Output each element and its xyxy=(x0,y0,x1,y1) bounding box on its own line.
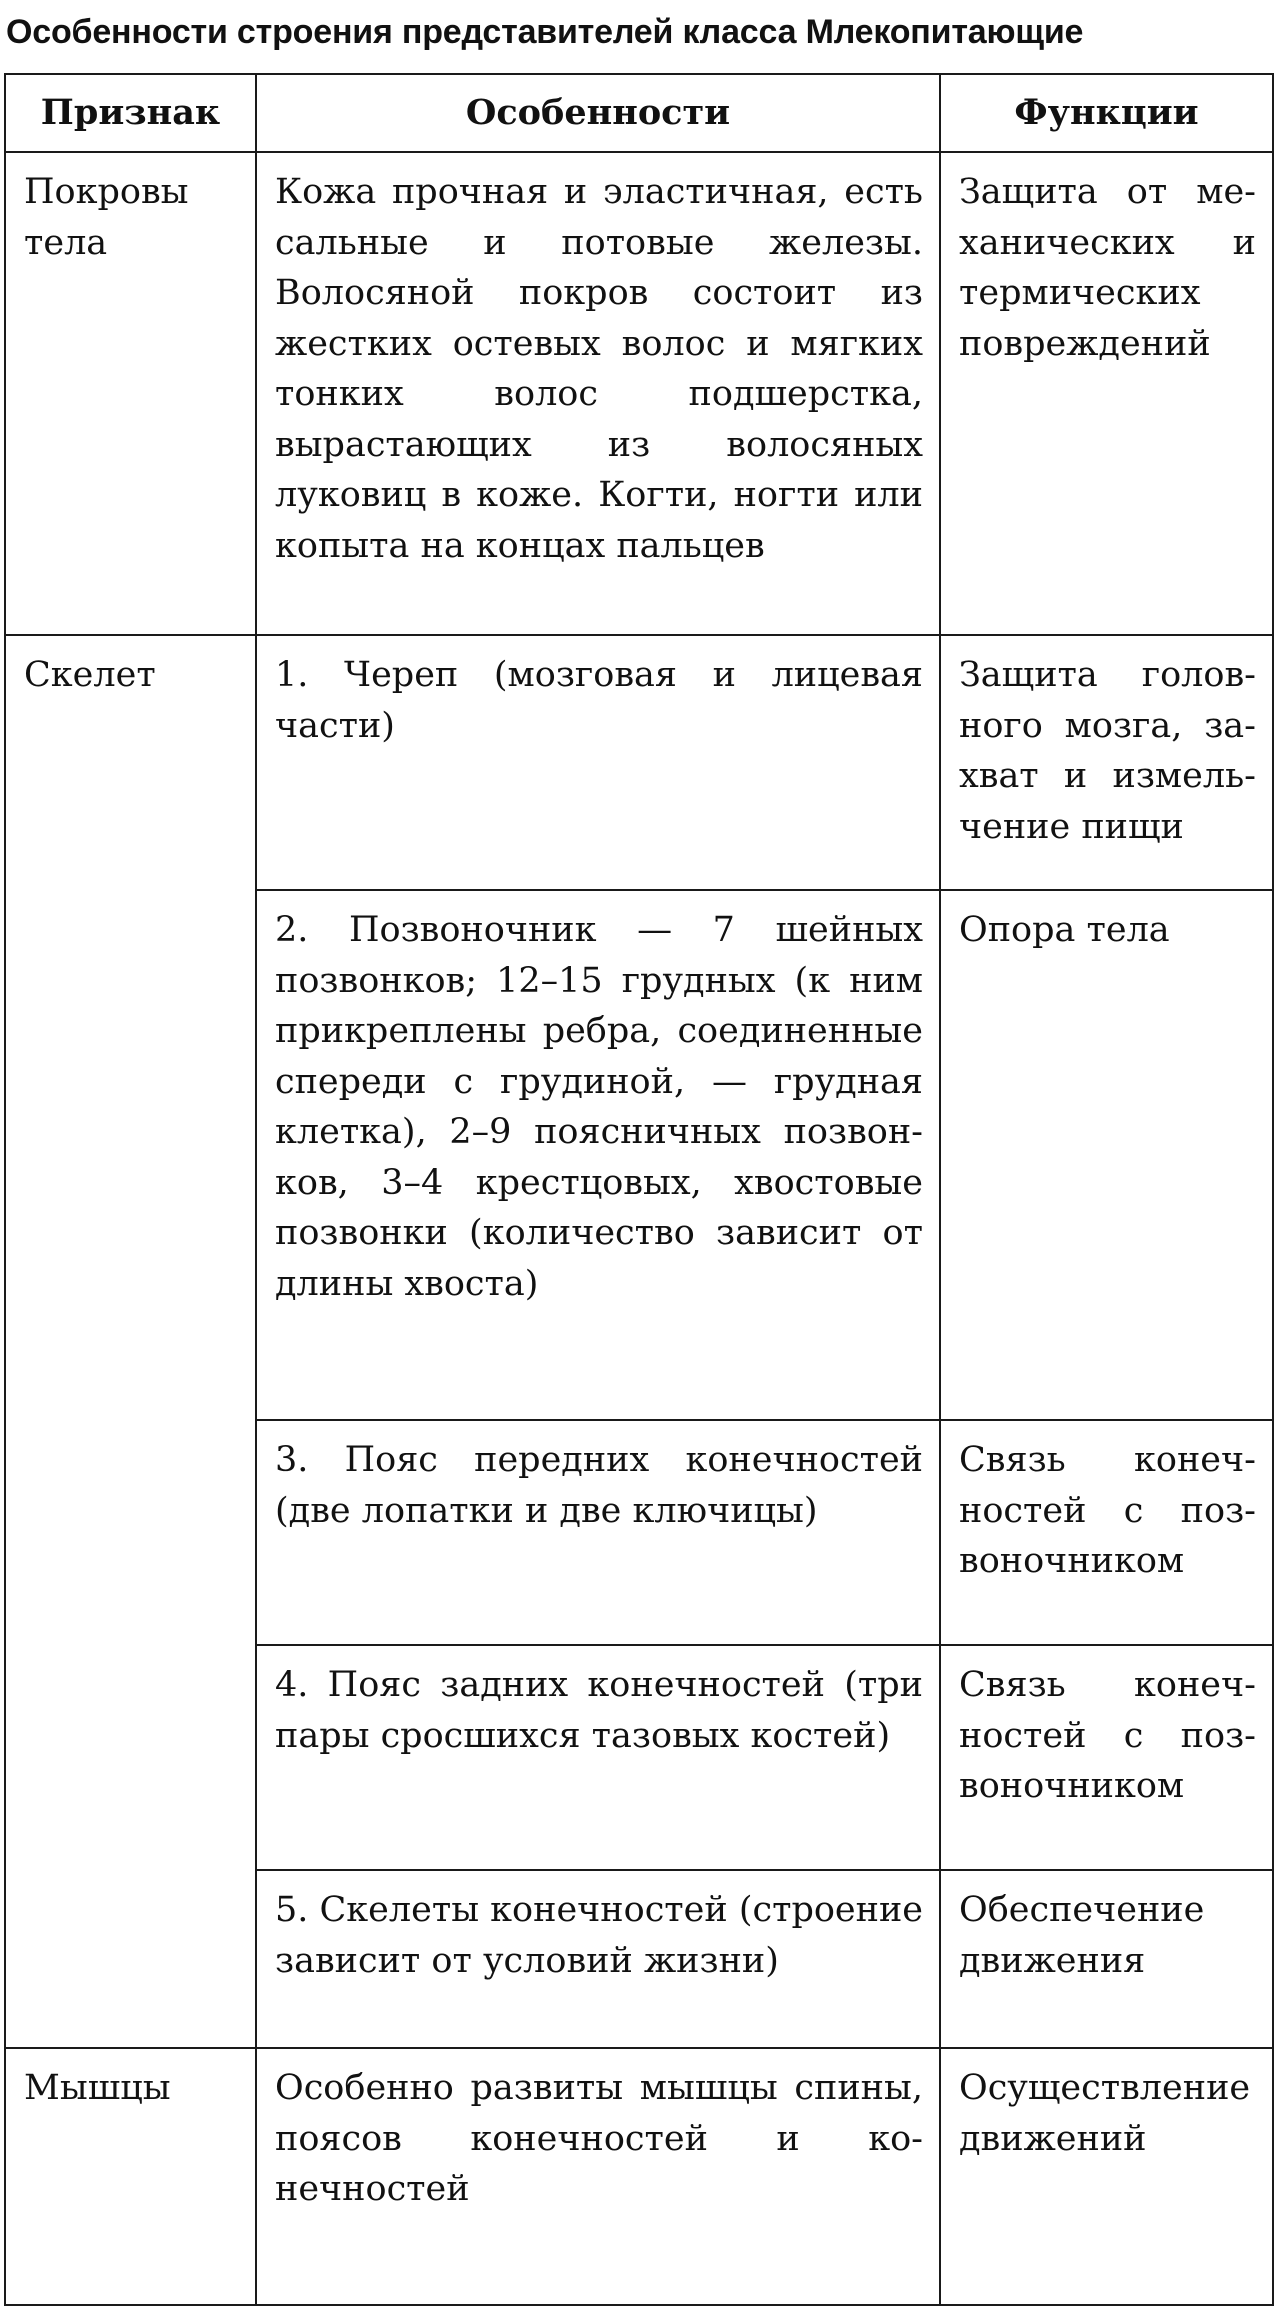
cell-sign: Мышцы xyxy=(5,2048,256,2305)
header-sign: Признак xyxy=(5,74,256,152)
header-features: Особенности xyxy=(256,74,940,152)
cell-features: Особенно развиты мышцы спины, поясов конечностей и конечностей xyxy=(256,2048,940,2305)
page-title: Особенности строения представителей класса Млекопитающие xyxy=(6,13,1084,51)
cell-functions: Опора тела xyxy=(940,890,1273,1420)
cell-functions: Обеспечение движения xyxy=(940,1870,1273,2048)
table-row-muscles xyxy=(5,2048,1273,2305)
cell-functions: Защита головного мозга, захват и измельчение пищи xyxy=(940,635,1273,890)
cell-sign-skeleton: Скелет xyxy=(5,635,256,2048)
table-row-integument xyxy=(5,152,1273,635)
cell-features: Кожа прочная и эластичная, есть сальные и потовые железы. Волосяной покров состоит из жестких остевых волос и мягких тонких волос подшерстка, вырастающих из волосяных луковиц в коже. Когти, ногти или копыта на концах пальцев xyxy=(256,152,940,635)
cell-functions: Осуществление движений xyxy=(940,2048,1273,2305)
cell-functions: Связь конечностей с позвоночником xyxy=(940,1645,1273,1870)
cell-features: 1. Череп (мозговая и лицевая части) xyxy=(256,635,940,890)
cell-sign: Покровы тела xyxy=(5,152,256,635)
table-header-row xyxy=(5,74,1273,152)
table-row-skull xyxy=(5,635,1273,890)
cell-features: 5. Скелеты конечностей (строение зависит от условий жизни) xyxy=(256,1870,940,2048)
header-functions: Функции xyxy=(940,74,1273,152)
cell-functions: Защита от механических и термических повреждений xyxy=(940,152,1273,635)
mammal-structure-table xyxy=(4,73,1274,2306)
cell-functions: Связь конечностей с позвоночником xyxy=(940,1420,1273,1645)
cell-features: 3. Пояс передних конечностей (две лопатки и две ключицы) xyxy=(256,1420,940,1645)
cell-features: 2. Позвоночник — 7 шейных позвонков; 12–15 грудных (к ним прикреплены ребра, соединенные спереди с грудиной, — грудная клетка), 2–9 поясничных позвонков, 3–4 крестцовых, хвостовые позвонки (количество зависит от длины хвоста) xyxy=(256,890,940,1420)
cell-features: 4. Пояс задних конечностей (три пары сросшихся тазовых костей) xyxy=(256,1645,940,1870)
